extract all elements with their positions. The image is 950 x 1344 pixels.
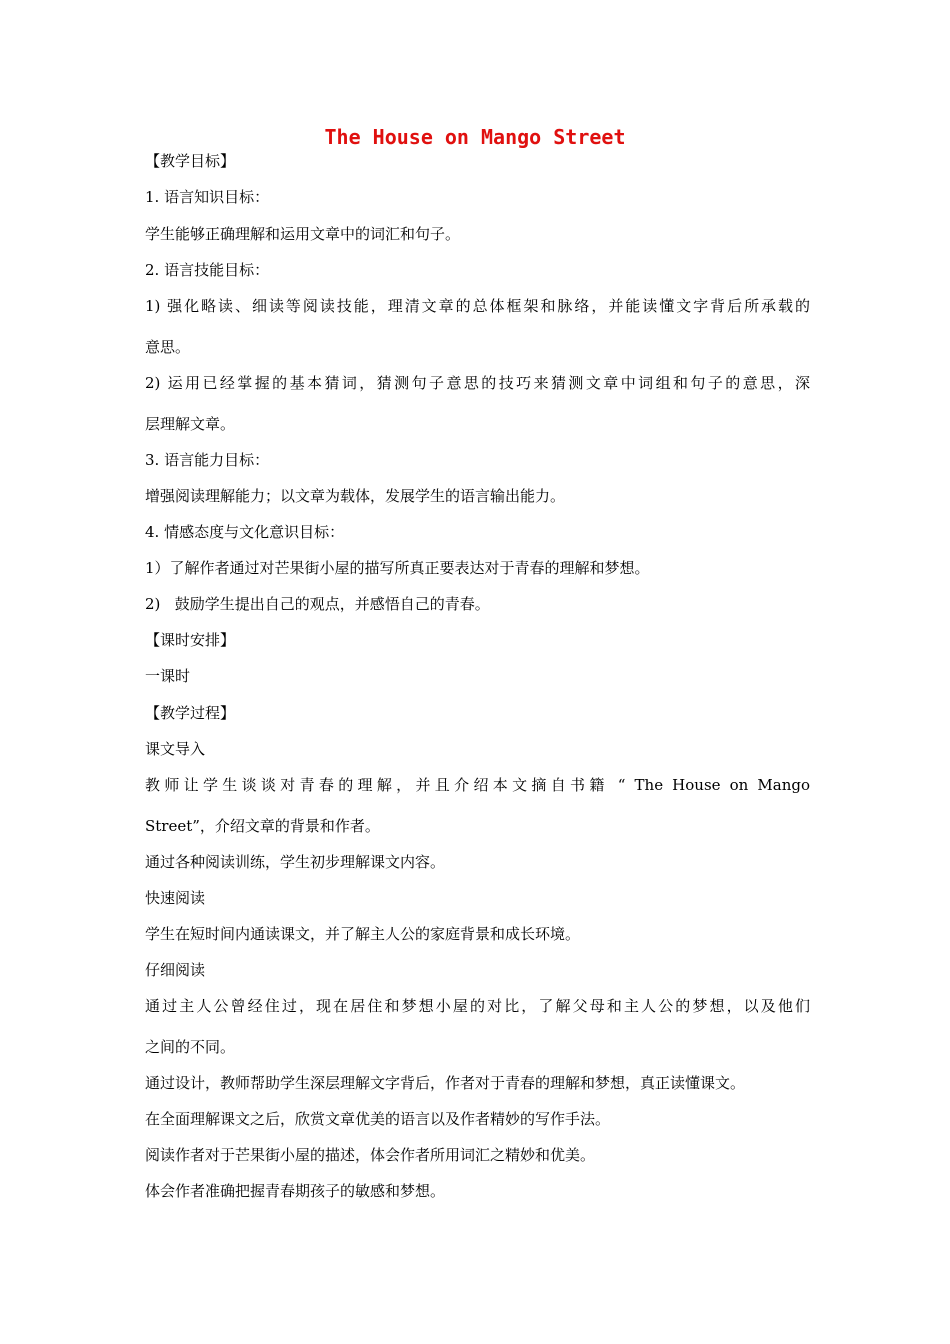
subheading-introduction: 课文导入 [145, 740, 206, 758]
paragraph-line: 通过各种阅读训练，学生初步理解课文内容。 [145, 853, 446, 871]
paragraph-line: 通过主人公曾经住过，现在居住和梦想小屋的对比，了解父母和主人公的梦想，以及他们 [145, 997, 810, 1015]
paragraph-line: Street”，介绍文章的背景和作者。 [145, 817, 380, 835]
paragraph-line: 一课时 [145, 667, 191, 685]
paragraph-line: 教师让学生谈谈对青春的理解，并且介绍本文摘自书籍 “ The House on Mango [145, 776, 810, 794]
subheading-careful-reading: 仔细阅读 [145, 961, 206, 979]
paragraph-line: 通过设计，教师帮助学生深层理解文字背后，作者对于青春的理解和梦想，真正读懂课文。 [145, 1074, 746, 1092]
subheading-skimming: 快速阅读 [145, 889, 206, 907]
goal-heading-attitude-culture: 4. 情感态度与文化意识目标： [145, 523, 345, 541]
paragraph-line: 之间的不同。 [145, 1038, 236, 1056]
document-title: The House on Mango Street [324, 125, 626, 149]
section-heading-teaching-goals: 【教学目标】 [145, 152, 236, 170]
paragraph-line: 学生在短时间内通读课文，并了解主人公的家庭背景和成长环境。 [145, 925, 581, 943]
paragraph-line: 2) 鼓励学生提出自己的观点，并感悟自己的青春。 [145, 595, 490, 613]
goal-heading-language-knowledge: 1. 语言知识目标： [145, 188, 270, 206]
paragraph-line: 学生能够正确理解和运用文章中的词汇和句子。 [145, 225, 461, 243]
section-heading-teaching-process: 【教学过程】 [145, 704, 236, 722]
paragraph-line: 2) 运用已经掌握的基本猜词，猜测句子意思的技巧来猜测文章中词组和句子的意思，深 [145, 374, 810, 392]
section-heading-schedule: 【课时安排】 [145, 631, 236, 649]
paragraph-line: 1) 强化略读、细读等阅读技能，理清文章的总体框架和脉络，并能读懂文字背后所承载的 [145, 297, 810, 315]
goal-heading-language-ability: 3. 语言能力目标： [145, 451, 270, 469]
paragraph-line: 在全面理解课文之后，欣赏文章优美的语言以及作者精妙的写作手法。 [145, 1110, 611, 1128]
paragraph-line: 意思。 [145, 338, 191, 356]
paragraph-line: 阅读作者对于芒果街小屋的描述，体会作者所用词汇之精妙和优美。 [145, 1146, 596, 1164]
paragraph-line: 1）了解作者通过对芒果街小屋的描写所真正要表达对于青春的理解和梦想。 [145, 559, 650, 577]
paragraph-line: 增强阅读理解能力；以文章为载体，发展学生的语言输出能力。 [145, 487, 566, 505]
paragraph-line: 层理解文章。 [145, 415, 236, 433]
goal-heading-language-skills: 2. 语言技能目标： [145, 261, 270, 279]
paragraph-line: 体会作者准确把握青春期孩子的敏感和梦想。 [145, 1182, 446, 1200]
